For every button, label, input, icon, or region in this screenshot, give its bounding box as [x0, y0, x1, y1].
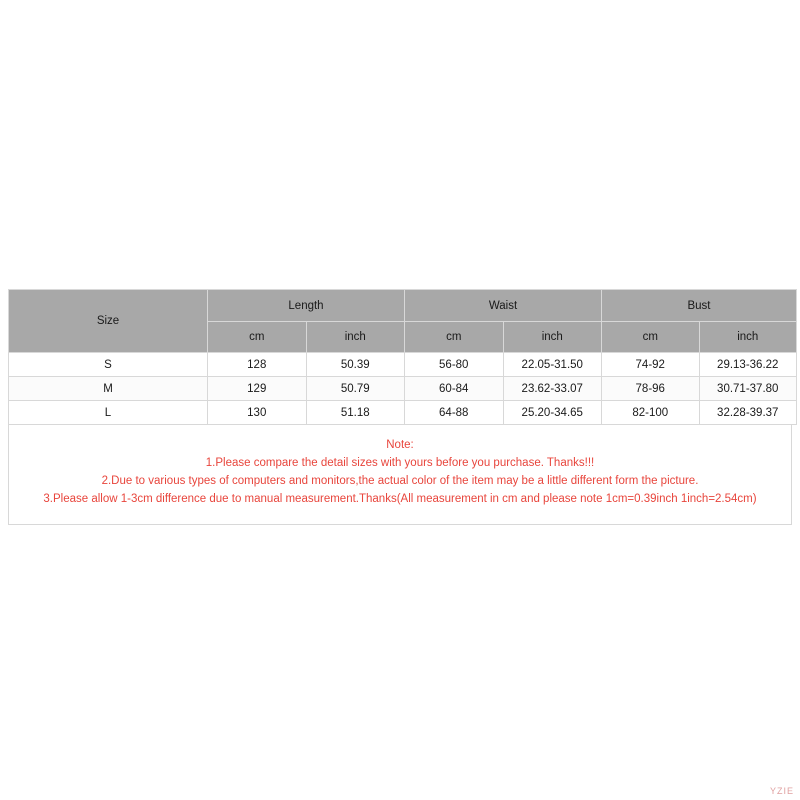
- table-row: [9, 353, 797, 377]
- cell-waist-cm: 64-88: [405, 401, 504, 425]
- cell-bust-inch: 32.28-39.37: [699, 401, 797, 425]
- header-size: Size: [9, 290, 208, 353]
- cell-waist-cm: 56-80: [405, 353, 504, 377]
- cell-waist-cm: 60-84: [405, 377, 504, 401]
- table-row: [9, 401, 797, 425]
- cell-length-cm: 128: [208, 353, 307, 377]
- cell-length-inch: 51.18: [306, 401, 405, 425]
- notes-box: [8, 425, 792, 525]
- table-header-group-row: [9, 290, 797, 322]
- cell-size: M: [9, 377, 208, 401]
- cell-waist-inch: 25.20-34.65: [503, 401, 602, 425]
- watermark: YZIE: [769, 786, 794, 796]
- cell-bust-cm: 78-96: [602, 377, 700, 401]
- cell-bust-inch: 30.71-37.80: [699, 377, 797, 401]
- size-chart-table: [8, 289, 797, 425]
- header-bust-inch: inch: [699, 322, 797, 353]
- cell-size: L: [9, 401, 208, 425]
- cell-length-inch: 50.39: [306, 353, 405, 377]
- header-waist: Waist: [405, 290, 602, 322]
- header-waist-cm: cm: [405, 322, 504, 353]
- cell-bust-cm: 74-92: [602, 353, 700, 377]
- header-bust: Bust: [602, 290, 797, 322]
- header-length-cm: cm: [208, 322, 307, 353]
- header-bust-cm: cm: [602, 322, 700, 353]
- table-row: [9, 377, 797, 401]
- cell-bust-cm: 82-100: [602, 401, 700, 425]
- cell-length-cm: 129: [208, 377, 307, 401]
- note-line-1: 1.Please compare the detail sizes with yours before you purchase. Thanks!!!: [205, 457, 595, 469]
- cell-size: S: [9, 353, 208, 377]
- cell-bust-inch: 29.13-36.22: [699, 353, 797, 377]
- cell-length-inch: 50.79: [306, 377, 405, 401]
- header-waist-inch: inch: [503, 322, 602, 353]
- size-chart-container: [8, 289, 792, 525]
- note-line-2: 2.Due to various types of computers and monitors,the actual color of the item may be a little different form the picture.: [101, 475, 699, 487]
- cell-length-cm: 130: [208, 401, 307, 425]
- header-length: Length: [208, 290, 405, 322]
- note-line-3: 3.Please allow 1-3cm difference due to manual measurement.Thanks(All measurement in cm and please note 1cm=0.39inch 1inch=2.54cm): [43, 493, 757, 505]
- header-length-inch: inch: [306, 322, 405, 353]
- cell-waist-inch: 22.05-31.50: [503, 353, 602, 377]
- cell-waist-inch: 23.62-33.07: [503, 377, 602, 401]
- notes-title: Note:: [386, 439, 414, 451]
